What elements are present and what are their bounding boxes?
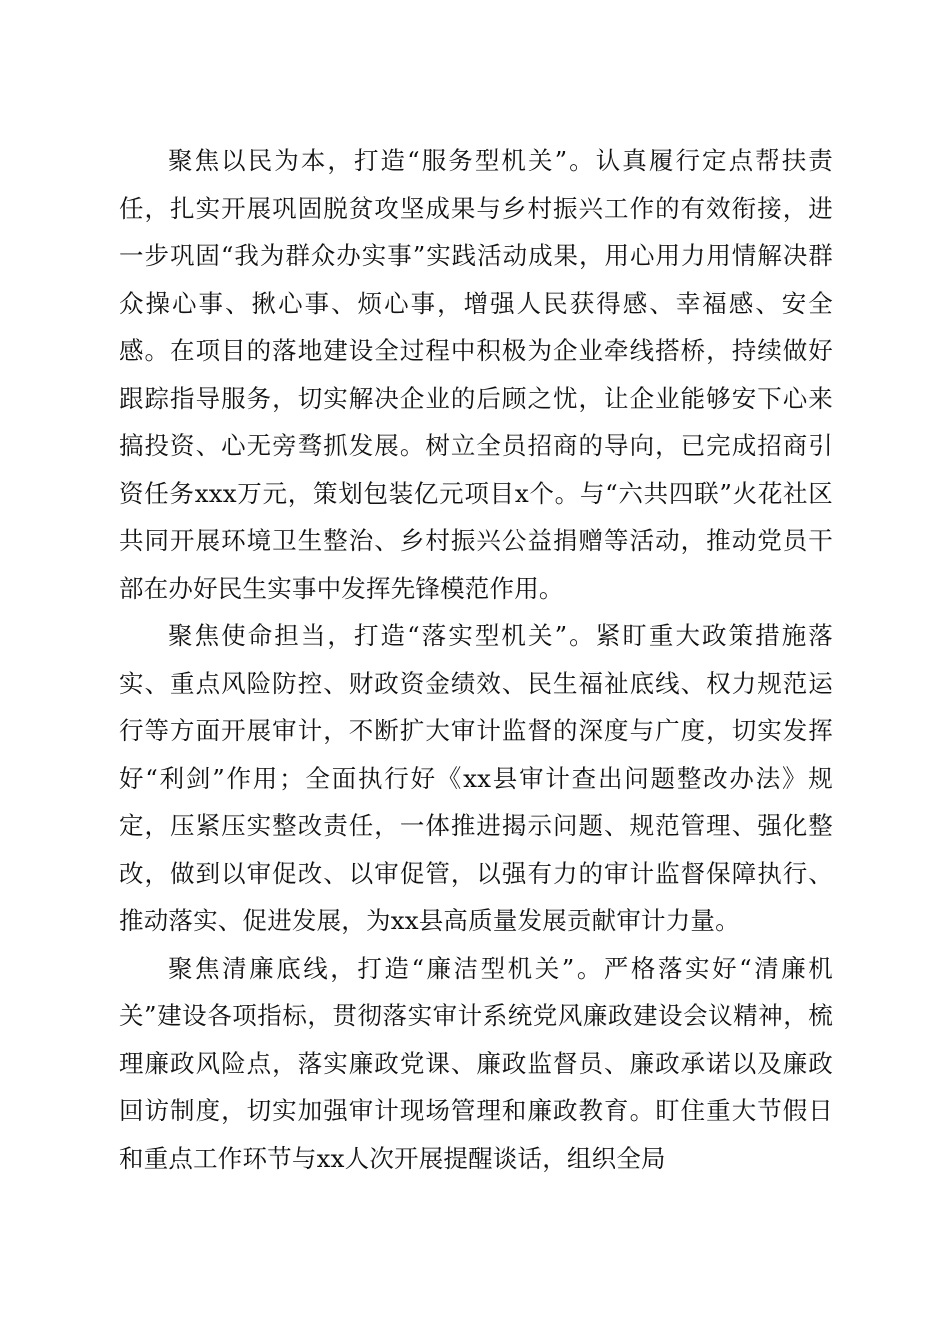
document-body bbox=[119, 137, 833, 1182]
paragraph-implementation-agency: 聚焦使命担当，打造“落实型机关”。紧盯重大政策措施落实、重点风险防控、财政资金绩效、民生福祉底线、权力规范运行等方面开展审计，不断扩大审计监督的深度与广度，切实发挥好“利剑”作用；全面执行好《xx县审计查出问题整改办法》规定，压紧压实整改责任，一体推进揭示问题、规范管理、强化整改，做到以审促改、以审促管，以强有力的审计监督保障执行、推动落实、促进发展，为xx县高质量发展贡献审计力量。 bbox=[119, 621, 833, 935]
paragraph-service-agency: 聚焦以民为本，打造“服务型机关”。认真履行定点帮扶责任，扎实开展巩固脱贫攻坚成果与乡村振兴工作的有效衔接，进一步巩固“我为群众办实事”实践活动成果，用心用力用情解决群众操心事、揪心事、烦心事，增强人民获得感、幸福感、安全感。在项目的落地建设全过程中积极为企业牵线搭桥，持续做好跟踪指导服务，切实解决企业的后顾之忧，让企业能够安下心来搞投资、心无旁骛抓发展。树立全员招商的导向，已完成招商引资任务xxx万元，策划包装亿元项目x个。与“六共四联”火花社区共同开展环境卫生整治、乡村振兴公益捐赠等活动，推动党员干部在办好民生实事中发挥先锋模范作用。 bbox=[119, 146, 833, 603]
paragraph-integrity-agency: 聚焦清廉底线，打造“廉洁型机关”。严格落实好“清廉机关”建设各项指标，贯彻落实审计系统党风廉政建设会议精神，梳理廉政风险点，落实廉政党课、廉政监督员、廉政承诺以及廉政回访制度，切实加强审计现场管理和廉政教育。盯住重大节假日和重点工作环节与xx人次开展提醒谈话，组织全局 bbox=[119, 953, 833, 1173]
